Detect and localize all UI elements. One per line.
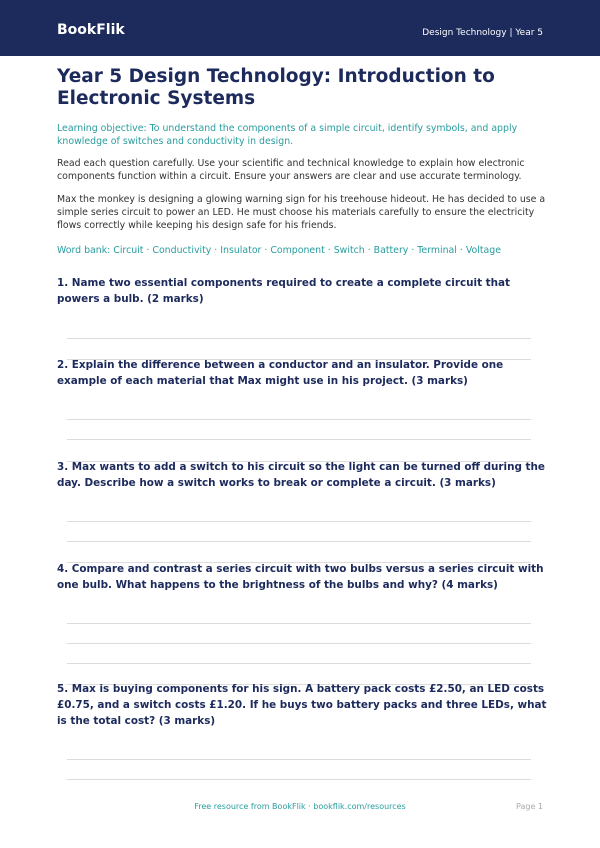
- page-title: Year 5 Design Technology: Introduction to Electronic Systems: [57, 66, 495, 109]
- scenario-text: Max the monkey is designing a glowing warning sign for his treehouse hideout. He has decided to use a simple series circuit to power an LED. He must choose his materials carefully to ensure the electricity flows correctly while keeping his design safe for his friends.: [57, 194, 546, 231]
- answer-line[interactable]: [67, 759, 531, 760]
- answer-line[interactable]: [67, 419, 531, 420]
- footer-credit[interactable]: Free resource from BookFlik · bookflik.com/resources: [194, 802, 406, 811]
- answer-line[interactable]: [67, 338, 531, 339]
- answer-line[interactable]: [67, 623, 531, 624]
- answer-line[interactable]: [67, 643, 531, 644]
- answer-line[interactable]: [67, 779, 531, 780]
- question-5: 5. Max is buying components for his sign. A battery pack costs £2.50, an LED costs £0.75, and a switch costs £1.20. If he buys two battery packs and three LEDs, what is the total cost? (3 marks): [57, 683, 547, 727]
- question-1: 1. Name two essential components required to create a complete circuit that powers a bulb. (2 marks): [57, 277, 511, 305]
- question-2: 2. Explain the difference between a conductor and an insulator. Provide one example of each material that Max might use in his project. (3 marks): [57, 359, 504, 387]
- word-bank: Word bank: Circuit · Conductivity · Insulator · Component · Switch · Battery · Terminal · Voltage: [57, 245, 502, 256]
- header-subject-year: Design Technology | Year 5: [422, 28, 543, 38]
- instructions: Read each question carefully. Use your scientific and technical knowledge to explain how electronic components function within a circuit. Ensure your answers are clear and use accurate terminology.: [57, 158, 525, 182]
- answer-line[interactable]: [67, 663, 531, 664]
- page-number: Page 1: [516, 802, 543, 811]
- answer-line[interactable]: [67, 439, 531, 440]
- learning-objective: Learning objective: To understand the components of a simple circuit, identify symbols, and apply knowledge of switches and conductivity in design.: [57, 123, 518, 147]
- question-4: 4. Compare and contrast a series circuit with two bulbs versus a series circuit with one bulb. What happens to the brightness of the bulbs and why? (4 marks): [57, 563, 544, 591]
- answer-line[interactable]: [67, 521, 531, 522]
- header-bar: [0, 0, 600, 56]
- answer-line[interactable]: [67, 541, 531, 542]
- brand-logo[interactable]: BookFlik: [57, 22, 125, 38]
- question-3: 3. Max wants to add a switch to his circuit so the light can be turned off during the day. Describe how a switch works to break or complete a circuit. (3 marks): [57, 461, 545, 489]
